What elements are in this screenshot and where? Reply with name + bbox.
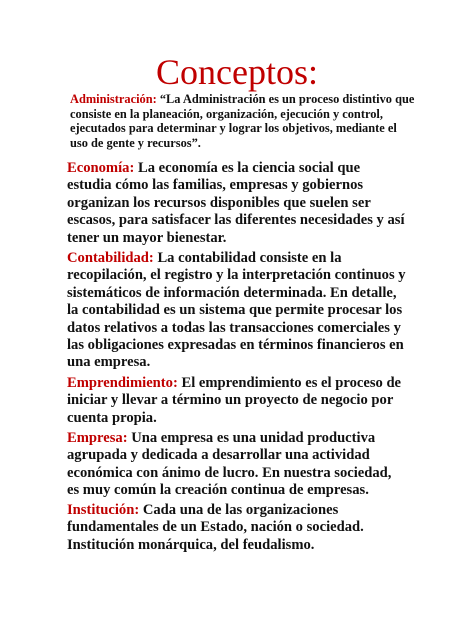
- concept-colon: :: [129, 160, 135, 176]
- concept-term: Emprendimiento: [67, 375, 173, 391]
- concept-empresa: [67, 430, 407, 500]
- concept-administracion: [70, 92, 415, 150]
- concept-colon: :: [122, 430, 128, 446]
- concept-definition: “La Administración es un proceso distintivo que consiste en la planeación, organización, ejecución y control, ejecutados para determinar y lograr los objetivos, mediante el uso de gente y recursos”.: [70, 92, 415, 150]
- concept-definition: La contabilidad consiste en la recopilación, el registro y la interpretación continuos y sistemáticos de información determinada. En detalle, la contabilidad es un sistema que permite procesar los datos relativos a todas las transacciones comerciales y las obligaciones expresadas en términos financieros en una empresa.: [67, 250, 406, 371]
- concept-colon: :: [152, 92, 157, 106]
- concept-term: Contabilidad: [67, 250, 149, 266]
- concept-institucion: [67, 502, 407, 554]
- concept-contabilidad: [67, 250, 407, 372]
- concept-term: Economía: [67, 160, 130, 176]
- page-title: Conceptos:: [156, 52, 318, 92]
- concept-term: Empresa: [67, 430, 123, 446]
- concept-definition: El emprendimiento es el proceso de iniciar y llevar a término un proyecto de negocio por cuenta propia.: [67, 375, 402, 426]
- concept-economia: [67, 160, 407, 247]
- concept-colon: :: [148, 250, 154, 266]
- concept-term: Institución: [67, 502, 135, 518]
- concept-term: Administración: [70, 92, 153, 106]
- concept-definition: Cada una de las organizaciones fundamentales de un Estado, nación o sociedad. Institución monárquica, del feudalismo.: [67, 502, 364, 553]
- concept-colon: :: [134, 502, 140, 518]
- concept-emprendimiento: [67, 375, 407, 427]
- concept-definition: La economía es la ciencia social que estudia cómo las familias, empresas y gobiernos organizan los recursos disponibles que suelen ser escasos, para satisfacer las diferentes necesidades y así tener un mayor bienestar.: [67, 160, 405, 246]
- concept-colon: :: [172, 375, 178, 391]
- concept-definition: Una empresa es una unidad productiva agrupada y dedicada a desarrollar una actividad económica con ánimo de lucro. En nuestra sociedad, es muy común la creación continua de empresas.: [67, 430, 392, 499]
